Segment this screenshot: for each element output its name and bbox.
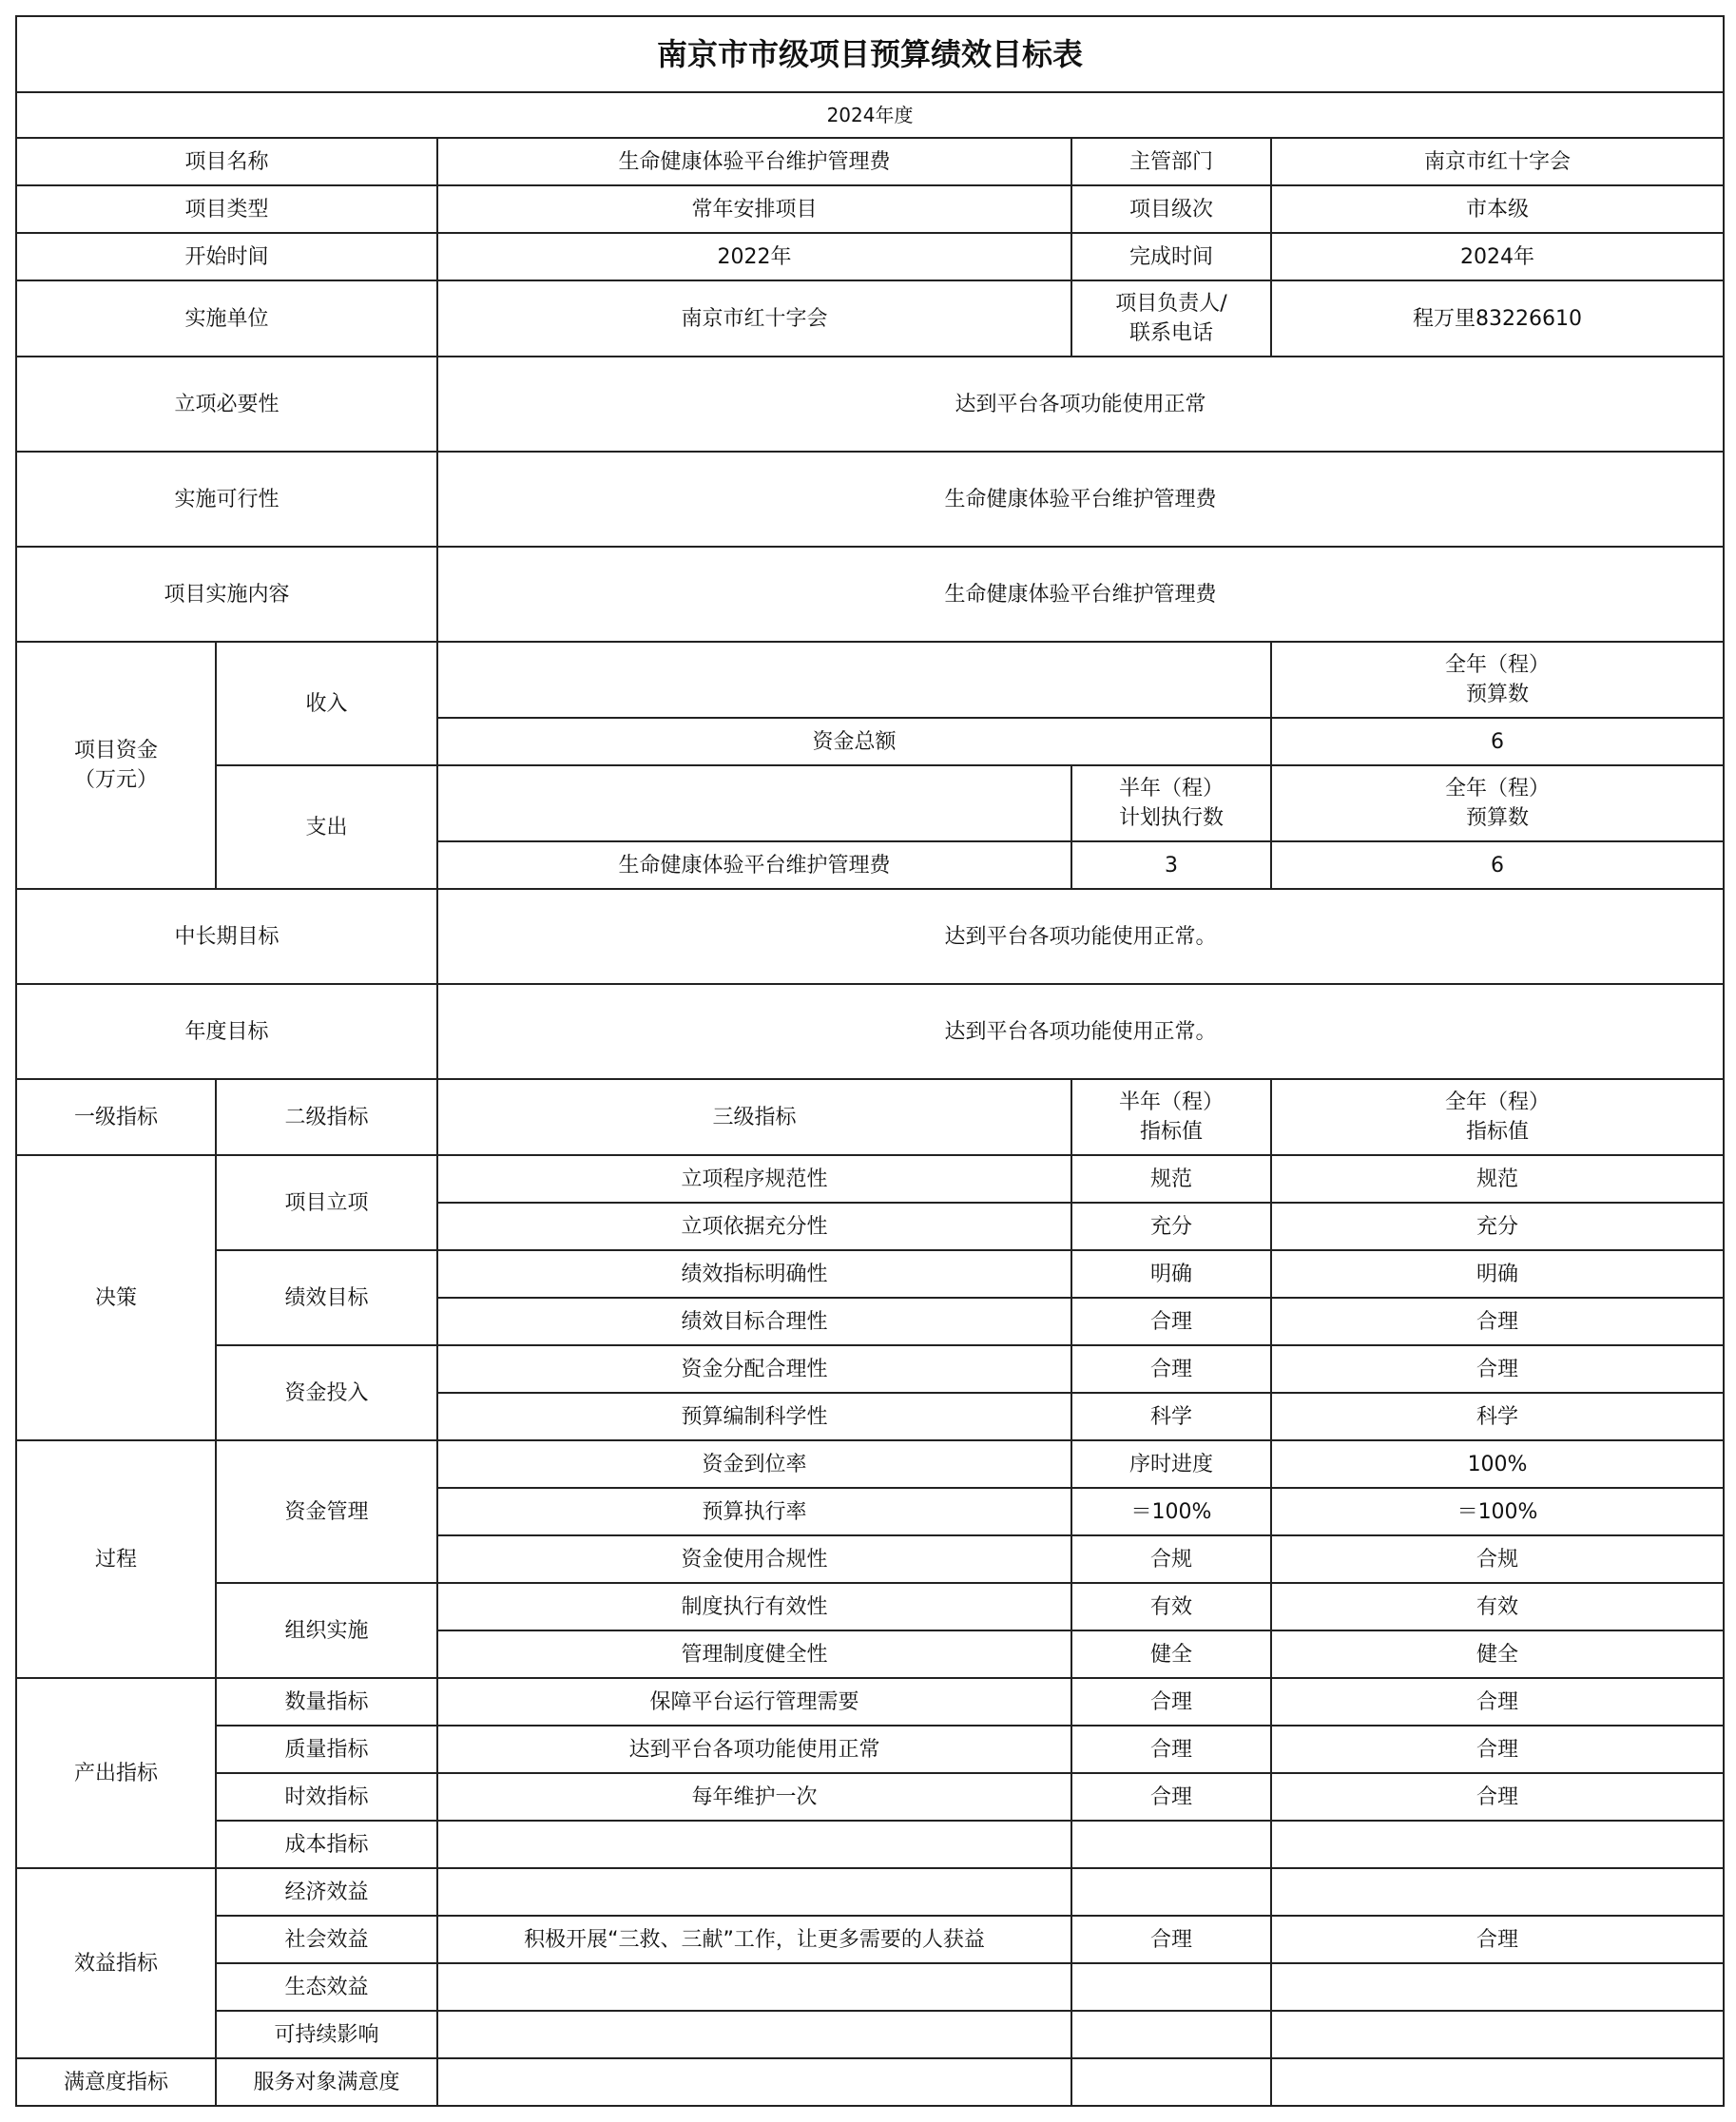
header-level-3: 三级指标 — [437, 1079, 1071, 1155]
indicator-full — [1271, 2058, 1724, 2106]
indicator-name: 管理制度健全性 — [437, 1630, 1071, 1678]
indicator-name — [437, 1821, 1071, 1868]
process-group-2: 组织实施 — [216, 1583, 437, 1678]
header-full-value — [1271, 1079, 1724, 1155]
decision-label: 决策 — [16, 1155, 216, 1440]
project-name-value: 生命健康体验平台维护管理费 — [437, 138, 1071, 185]
indicator-full: 合理 — [1271, 1773, 1724, 1821]
indicator-full: 合理 — [1271, 1345, 1724, 1393]
expense-item-full: 6 — [1271, 841, 1724, 889]
indicator-full: 合理 — [1271, 1726, 1724, 1773]
owner-value: 程万里83226610 — [1271, 280, 1724, 357]
satisfaction-label: 满意度指标 — [16, 2058, 216, 2106]
long-term-goal-label: 中长期目标 — [16, 889, 437, 984]
dept-value: 南京市红十字会 — [1271, 138, 1724, 185]
indicator-half: 序时进度 — [1071, 1440, 1271, 1488]
indicator-level-2: 可持续影响 — [216, 2011, 437, 2058]
benefit-label: 效益指标 — [16, 1868, 216, 2058]
indicator-full: 科学 — [1271, 1393, 1724, 1440]
header-full-line-1: 全年（程） — [1445, 1090, 1551, 1114]
indicator-name: 绩效指标明确性 — [437, 1250, 1071, 1298]
indicator-name: 立项程序规范性 — [437, 1155, 1071, 1203]
income-column-header — [1271, 642, 1724, 718]
process-label: 过程 — [16, 1440, 216, 1678]
annual-goal-label: 年度目标 — [16, 984, 437, 1079]
total-funds-value: 6 — [1271, 718, 1724, 765]
funds-label-line-1: 项目资金 — [73, 739, 158, 762]
expense-half-line-2: 计划执行数 — [1118, 806, 1224, 830]
indicator-half: 明确 — [1071, 1250, 1271, 1298]
content-label: 项目实施内容 — [16, 547, 437, 642]
indicator-name: 资金使用合规性 — [437, 1535, 1071, 1583]
header-level-1: 一级指标 — [16, 1079, 216, 1155]
funds-label — [16, 642, 216, 889]
indicator-half — [1071, 1963, 1271, 2011]
decision-group-3: 资金投入 — [216, 1345, 437, 1440]
indicator-full: ＝100% — [1271, 1488, 1724, 1535]
header-half-line-2: 指标值 — [1139, 1120, 1203, 1144]
indicator-name: 预算编制科学性 — [437, 1393, 1071, 1440]
funds-label-line-2: （万元） — [73, 768, 158, 792]
project-type-label: 项目类型 — [16, 185, 437, 233]
indicator-full: 合理 — [1271, 1298, 1724, 1345]
header-level-2: 二级指标 — [216, 1079, 437, 1155]
indicator-full: 规范 — [1271, 1155, 1724, 1203]
content-value: 生命健康体验平台维护管理费 — [437, 547, 1724, 642]
indicator-half — [1071, 1821, 1271, 1868]
indicator-name — [437, 2058, 1071, 2106]
indicator-full: 合规 — [1271, 1535, 1724, 1583]
expense-label: 支出 — [216, 765, 437, 889]
indicator-level-2: 时效指标 — [216, 1773, 437, 1821]
project-level-value: 市本级 — [1271, 185, 1724, 233]
dept-label: 主管部门 — [1071, 138, 1271, 185]
indicator-full — [1271, 1821, 1724, 1868]
header-full-line-2: 指标值 — [1466, 1120, 1530, 1144]
indicator-half: 合理 — [1071, 1726, 1271, 1773]
indicator-half — [1071, 2058, 1271, 2106]
indicator-full — [1271, 1963, 1724, 2011]
indicator-half: 规范 — [1071, 1155, 1271, 1203]
feasibility-label: 实施可行性 — [16, 452, 437, 547]
indicator-level-2: 社会效益 — [216, 1916, 437, 1963]
indicator-half: 有效 — [1071, 1583, 1271, 1630]
feasibility-value: 生命健康体验平台维护管理费 — [437, 452, 1724, 547]
indicator-full: 充分 — [1271, 1203, 1724, 1250]
indicator-name: 每年维护一次 — [437, 1773, 1071, 1821]
indicator-name — [437, 1868, 1071, 1916]
indicator-name: 保障平台运行管理需要 — [437, 1678, 1071, 1726]
expense-half-line-1: 半年（程） — [1118, 777, 1224, 801]
indicator-half — [1071, 2011, 1271, 2058]
decision-group-2: 绩效目标 — [216, 1250, 437, 1345]
expense-item-half: 3 — [1071, 841, 1271, 889]
indicator-level-2: 服务对象满意度 — [216, 2058, 437, 2106]
owner-label-line-2: 联系电话 — [1128, 321, 1213, 345]
total-funds-label: 资金总额 — [437, 718, 1271, 765]
necessity-value: 达到平台各项功能使用正常 — [437, 357, 1724, 452]
owner-label-line-1: 项目负责人/ — [1115, 292, 1227, 316]
expense-half-header — [1071, 765, 1271, 841]
decision-group-1: 项目立项 — [216, 1155, 437, 1250]
header-half-value — [1071, 1079, 1271, 1155]
indicator-half: 合理 — [1071, 1773, 1271, 1821]
indicator-level-2: 经济效益 — [216, 1868, 437, 1916]
long-term-goal-value: 达到平台各项功能使用正常。 — [437, 889, 1724, 984]
income-header-line-2: 预算数 — [1466, 683, 1530, 706]
output-label: 产出指标 — [16, 1678, 216, 1868]
annual-goal-value: 达到平台各项功能使用正常。 — [437, 984, 1724, 1079]
unit-value: 南京市红十字会 — [437, 280, 1071, 357]
indicator-name: 积极开展“三救、三献”工作，让更多需要的人获益 — [437, 1916, 1071, 1963]
indicator-level-2: 成本指标 — [216, 1821, 437, 1868]
owner-label — [1071, 280, 1271, 357]
expense-blank — [437, 765, 1071, 841]
indicator-full: 100% — [1271, 1440, 1724, 1488]
indicator-half: ＝100% — [1071, 1488, 1271, 1535]
expense-full-line-2: 预算数 — [1466, 806, 1530, 830]
start-time-value: 2022年 — [437, 233, 1071, 280]
indicator-name: 资金到位率 — [437, 1440, 1071, 1488]
indicator-half: 合理 — [1071, 1916, 1271, 1963]
indicator-full: 健全 — [1271, 1630, 1724, 1678]
indicator-level-2: 生态效益 — [216, 1963, 437, 2011]
indicator-half — [1071, 1868, 1271, 1916]
indicator-half: 合理 — [1071, 1345, 1271, 1393]
indicator-name: 绩效目标合理性 — [437, 1298, 1071, 1345]
process-group-1: 资金管理 — [216, 1440, 437, 1583]
indicator-name: 达到平台各项功能使用正常 — [437, 1726, 1071, 1773]
indicator-level-2: 质量指标 — [216, 1726, 437, 1773]
indicator-name — [437, 2011, 1071, 2058]
end-time-value: 2024年 — [1271, 233, 1724, 280]
indicator-full — [1271, 1868, 1724, 1916]
indicator-full: 合理 — [1271, 1916, 1724, 1963]
project-type-value: 常年安排项目 — [437, 185, 1071, 233]
indicator-half: 科学 — [1071, 1393, 1271, 1440]
unit-label: 实施单位 — [16, 280, 437, 357]
indicator-name: 制度执行有效性 — [437, 1583, 1071, 1630]
project-name-label: 项目名称 — [16, 138, 437, 185]
header-half-line-1: 半年（程） — [1118, 1090, 1224, 1114]
indicator-half: 充分 — [1071, 1203, 1271, 1250]
indicator-full: 合理 — [1271, 1678, 1724, 1726]
income-header-line-1: 全年（程） — [1445, 653, 1551, 677]
indicator-half: 合理 — [1071, 1678, 1271, 1726]
project-level-label: 项目级次 — [1071, 185, 1271, 233]
income-label: 收入 — [216, 642, 437, 765]
end-time-label: 完成时间 — [1071, 233, 1271, 280]
income-blank — [437, 642, 1271, 718]
indicator-name: 资金分配合理性 — [437, 1345, 1071, 1393]
indicator-level-2: 数量指标 — [216, 1678, 437, 1726]
indicator-full — [1271, 2011, 1724, 2058]
necessity-label: 立项必要性 — [16, 357, 437, 452]
indicator-name — [437, 1963, 1071, 2011]
page-title: 南京市市级项目预算绩效目标表 — [16, 16, 1724, 92]
indicator-name: 预算执行率 — [437, 1488, 1071, 1535]
indicator-half: 合理 — [1071, 1298, 1271, 1345]
indicator-full: 明确 — [1271, 1250, 1724, 1298]
budget-performance-table — [15, 15, 1725, 2107]
expense-full-header — [1271, 765, 1724, 841]
indicator-half: 健全 — [1071, 1630, 1271, 1678]
expense-full-line-1: 全年（程） — [1445, 777, 1551, 801]
indicator-name: 立项依据充分性 — [437, 1203, 1071, 1250]
fiscal-year: 2024年度 — [16, 92, 1724, 138]
start-time-label: 开始时间 — [16, 233, 437, 280]
indicator-full: 有效 — [1271, 1583, 1724, 1630]
expense-item-name: 生命健康体验平台维护管理费 — [437, 841, 1071, 889]
indicator-half: 合规 — [1071, 1535, 1271, 1583]
